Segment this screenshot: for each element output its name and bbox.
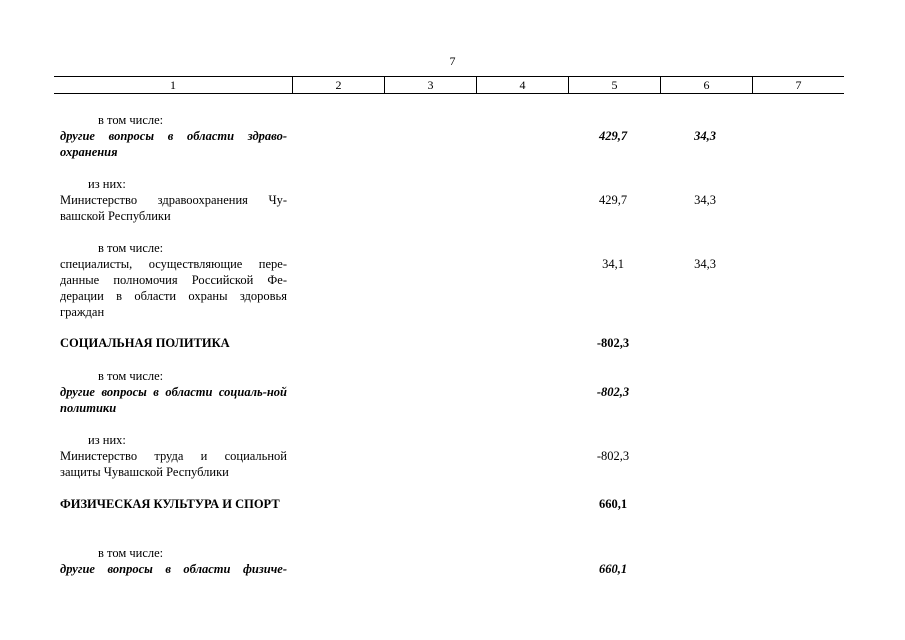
row-label: Министерство здравоохранения Чу-вашской Республики: [60, 193, 287, 223]
row-value-col6: 34,3: [694, 193, 716, 207]
row-value-col5: -802,3: [596, 449, 630, 463]
row-value-col5: -802,3: [596, 336, 630, 350]
header-col-2: 2: [292, 77, 384, 93]
header-col-3: 3: [384, 77, 476, 93]
row-label: специалисты, осуществляющие пере-данные полномочия Российской Фе-дерации в области охраны здоровья граждан: [60, 257, 287, 319]
row-value-col5: 429,7: [598, 129, 628, 143]
row-value-col5: -802,3: [596, 385, 630, 399]
header-col-4: 4: [476, 77, 568, 93]
row-label: СОЦИАЛЬНАЯ ПОЛИТИКА: [60, 336, 230, 350]
row-value-col5: 660,1: [598, 562, 628, 576]
row-label: ФИЗИЧЕСКАЯ КУЛЬТУРА И СПОРТ: [60, 497, 280, 511]
row-value-col6: 34,3: [694, 129, 716, 143]
row-label: Министерство труда и социальной защиты Чувашской Республики: [60, 449, 287, 479]
row-intro: в том числе:: [98, 241, 164, 255]
page-number: 7: [449, 54, 456, 68]
row-value-col5: 34,1: [602, 257, 624, 271]
row-label: другие вопросы в области физиче-: [60, 562, 287, 576]
row-intro: из них:: [88, 433, 126, 447]
row-intro: в том числе:: [98, 113, 164, 127]
row-label: другие вопросы в области здраво-охранения: [60, 129, 287, 159]
row-intro: в том числе:: [98, 369, 164, 383]
header-col-5: 5: [568, 77, 660, 93]
row-value-col6: 34,3: [694, 257, 716, 271]
row-intro: в том числе:: [98, 546, 164, 560]
header-col-6: 6: [660, 77, 752, 93]
table-header: [54, 76, 844, 94]
header-col-7: 7: [752, 77, 844, 93]
row-value-col5: 429,7: [598, 193, 628, 207]
row-intro: из них:: [88, 177, 126, 191]
header-col-1: 1: [170, 78, 176, 92]
row-label: другие вопросы в области социаль-ной политики: [60, 385, 287, 415]
row-value-col5: 660,1: [598, 497, 628, 511]
